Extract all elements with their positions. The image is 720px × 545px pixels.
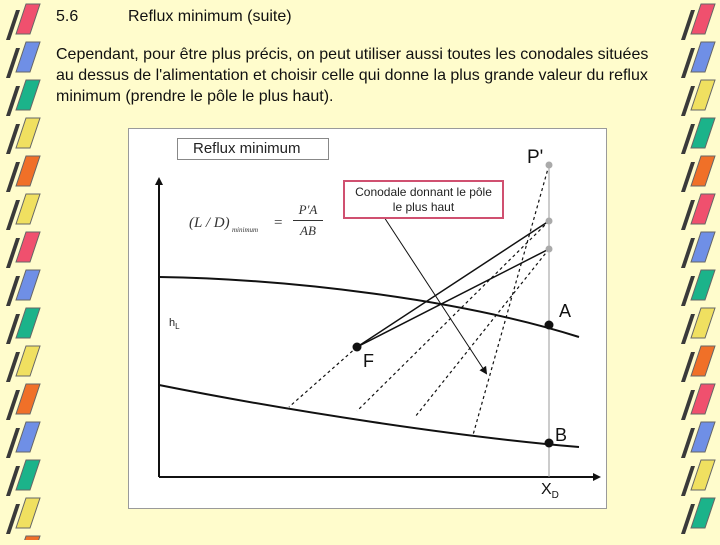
section-number: 5.6: [56, 8, 79, 25]
border-shadow: [6, 314, 20, 344]
liquid-curve: [159, 385, 579, 447]
border-shadow: [681, 10, 695, 40]
border-shadow: [681, 390, 695, 420]
border-shadow: [6, 276, 20, 306]
formula-subscript: minimum: [232, 226, 259, 234]
border-shadow: [681, 124, 695, 154]
border-parallelogram: [16, 80, 40, 110]
border-parallelogram: [16, 422, 40, 452]
label-p-prime: P': [527, 147, 544, 168]
border-parallelogram: [691, 118, 715, 148]
tie-line-dashed-1: [289, 347, 357, 407]
formula-fraction-bar: [293, 220, 323, 221]
border-parallelogram: [691, 4, 715, 34]
border-shadow: [6, 86, 20, 116]
left-stripe-pattern: [0, 0, 45, 540]
border-parallelogram: [16, 270, 40, 300]
border-parallelogram: [691, 270, 715, 300]
right-decorative-border: [675, 0, 720, 540]
diagram-title-box: Reflux minimum: [177, 138, 329, 160]
border-shadow: [681, 428, 695, 458]
border-parallelogram: [691, 194, 715, 224]
point-f: [353, 343, 362, 352]
conodale-line-2: [357, 249, 549, 347]
border-shadow: [681, 86, 695, 116]
border-shadow: [6, 238, 20, 268]
border-parallelogram: [16, 498, 40, 528]
border-shadow: [6, 504, 20, 534]
border-parallelogram: [16, 118, 40, 148]
point-pole-low: [546, 246, 553, 253]
point-a: [545, 321, 554, 330]
border-parallelogram: [691, 346, 715, 376]
border-shadow: [681, 466, 695, 496]
border-parallelogram: [691, 42, 715, 72]
border-parallelogram: [16, 308, 40, 338]
border-shadow: [681, 162, 695, 192]
border-shadow: [681, 314, 695, 344]
border-shadow: [681, 352, 695, 382]
border-parallelogram: [16, 194, 40, 224]
border-parallelogram: [691, 308, 715, 338]
x-axis-label: $X_D$: [541, 481, 559, 502]
callout-line-2: le plus haut: [392, 200, 455, 214]
border-parallelogram: [691, 460, 715, 490]
callout-box: [343, 180, 504, 219]
reflux-diagram: [128, 128, 607, 509]
border-shadow: [6, 124, 20, 154]
border-shadow: [6, 10, 20, 40]
callout-arrow: [384, 217, 486, 373]
border-shadow: [6, 390, 20, 420]
border-parallelogram: [691, 156, 715, 186]
border-shadow: [6, 48, 20, 78]
border-parallelogram: [691, 384, 715, 414]
border-parallelogram: [691, 498, 715, 528]
label-f: F: [363, 351, 374, 371]
border-shadow: [6, 200, 20, 230]
border-shadow: [6, 162, 20, 192]
label-b: B: [555, 425, 568, 445]
formula-lhs: (L / D): [189, 215, 230, 231]
tie-line-dashed-3: [415, 249, 549, 417]
vapor-curve: [159, 277, 579, 337]
border-parallelogram: [16, 460, 40, 490]
border-shadow: [6, 466, 20, 496]
conodale-line-1: [357, 221, 549, 347]
label-a: A: [559, 301, 572, 321]
border-shadow: [681, 200, 695, 230]
intro-paragraph: Cependant, pour être plus précis, on peut utiliser aussi toutes les conodales situées au dessus de l'alimentation et choisir celle qui donne la plus grande valeur du reflux minimum (prendre le pôle le plus haut).: [56, 46, 649, 105]
border-parallelogram: [16, 4, 40, 34]
border-parallelogram: [16, 346, 40, 376]
border-parallelogram: [16, 384, 40, 414]
point-b: [545, 439, 554, 448]
border-shadow: [6, 428, 20, 458]
right-stripe-pattern: [675, 0, 720, 540]
border-parallelogram: [691, 422, 715, 452]
border-shadow: [6, 352, 20, 382]
left-decorative-border: [0, 0, 45, 540]
section-title: Reflux minimum (suite): [128, 8, 292, 25]
point-pole-mid: [546, 218, 553, 225]
tie-line-dashed-2: [357, 221, 549, 411]
border-shadow: [681, 504, 695, 534]
border-shadow: [681, 276, 695, 306]
border-shadow: [681, 48, 695, 78]
y-axis-label: $h_L$: [169, 317, 180, 332]
border-parallelogram: [16, 536, 40, 540]
formula-numerator: P'A: [298, 202, 318, 217]
border-parallelogram: [691, 80, 715, 110]
callout-line-1: Conodale donnant le pôle: [355, 185, 492, 199]
formula-denominator: AB: [300, 223, 316, 238]
point-p-prime-top: [546, 162, 553, 169]
border-parallelogram: [16, 42, 40, 72]
border-shadow: [681, 238, 695, 268]
border-parallelogram: [16, 156, 40, 186]
border-parallelogram: [691, 232, 715, 262]
border-parallelogram: [16, 232, 40, 262]
formula-equals: =: [274, 215, 283, 231]
